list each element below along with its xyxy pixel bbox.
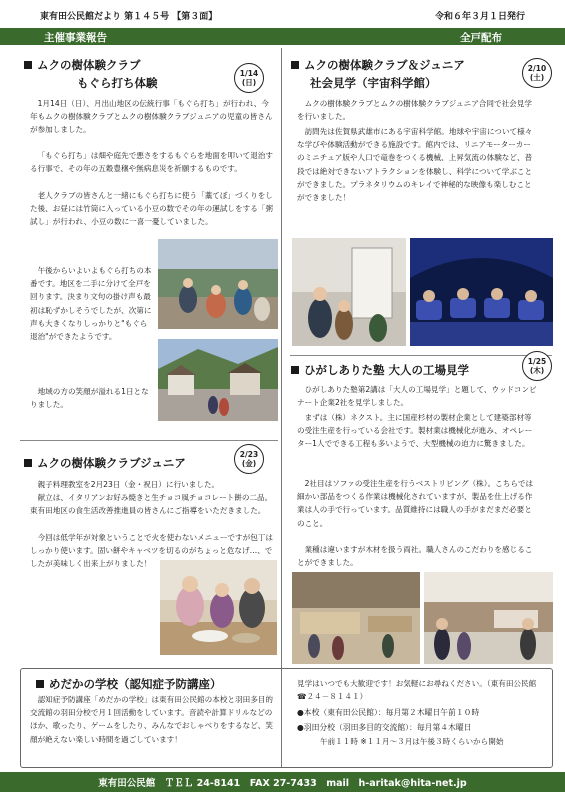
factory-photo-2 — [424, 572, 553, 664]
schedule-item-branch: ●羽田分校（羽田多目的交流館）：毎月第４木曜日 — [297, 723, 472, 732]
newsletter-title: 東有田公民館だより 第１４５号 【第３面】 — [40, 11, 218, 22]
square-bullet-icon — [36, 680, 44, 688]
mole-event-photo-1 — [158, 239, 278, 329]
article-separator — [20, 440, 278, 441]
article4-paragraph-1: ひがしありた塾第2講は「大人の工場見学」と題して、ウッドコンビナート企業2社を見学しました。 — [297, 385, 537, 408]
article-separator — [290, 355, 552, 356]
mole-event-photo-2 — [158, 339, 278, 421]
date-badge-icon: 2/10 (土) — [522, 58, 552, 88]
section-band — [0, 28, 565, 45]
issue-date: 令和６年３月１日発行 — [434, 11, 525, 22]
science-museum-photo-1 — [292, 238, 406, 346]
article3-paragraph-1: 親子料理教室を2月23日（金・祝日）に行いました。 — [37, 480, 220, 489]
band-left-label: 主催事業報告 — [44, 32, 107, 44]
article3-paragraph-3a: 今回は低学年が対象ということで火を使わないメニューですが包丁はしっかり使います。固い餅やキャベツを切るのがちょっと危なげ…、でしたが美味しく出来上がりました！ — [30, 533, 273, 569]
square-bullet-icon — [24, 459, 32, 467]
article1-paragraph-2: 「もぐら打ち」は畑や庭先で悪さをするもぐらを地面を叩いて退治する行事で、その年の五穀豊穣や無病息災を祈願するものです。 — [30, 151, 273, 174]
cooking-class-photo — [160, 560, 277, 655]
article1-subtitle: もぐら打ち体験 — [77, 76, 158, 90]
article1-paragraph-5: 地域の方の笑顔が溢れる1日となりました。 — [30, 387, 149, 410]
footer-contact: 東有田公民館 ＴＥＬ 24-8141 FAX 27-7433 mail h-aritak@hita-net.jp — [0, 772, 565, 792]
article1-paragraph-4: 午後からいよいよもぐら打ちの本番です。地区を二手に分けて全戸を回ります。決まり文句の掛け声も最初は恥ずかしそうでしたが、次第に声も大きくなりしっかりと"もぐら退治"ができたようです。 — [30, 266, 152, 342]
schedule-item-main: ●本校（東有田公民館）：毎月第２木曜日午前１０時 — [297, 708, 480, 717]
article2-title: ムクの樹体験クラブ＆ジュニア — [291, 58, 465, 72]
factory-photo-1 — [292, 572, 420, 664]
article4-paragraph-3: 2社目はソファの受注生産を行うベストリビング（株）。こちらでは細かい部品をつくる作業は機械化されていますが、製品を仕上げる作業は人の手で行っています。品質維持には職人の手がまだまだ必要とのこと。 — [297, 479, 534, 528]
article1-title: ムクの樹体験クラブ — [24, 58, 141, 72]
article3-title: ムクの樹体験クラブジュニア — [24, 456, 186, 470]
date-badge-icon: 2/23 (金) — [234, 444, 264, 474]
article5-title: めだかの学校（認知症予防講座） — [36, 677, 222, 691]
page-header — [40, 4, 525, 26]
band-right-label: 全戸配布 — [460, 32, 502, 44]
article2-subtitle: 社会見学（宇宙科学館） — [310, 76, 437, 90]
square-bullet-icon — [291, 366, 299, 374]
date-badge-icon: 1/14 (日) — [234, 63, 264, 93]
article3-paragraph-2: 献立は、イタリアンお好み焼きと生チョコ風チョコレート餅の二品。東有田地区の食生活改善推進員の皆さんにご指導をいただきました。 — [30, 493, 273, 516]
article2-paragraph-1: ムクの樹体験クラブとムクの樹体験クラブジュニア合同で社会見学を行いました。 — [297, 99, 532, 122]
article5-paragraph-1: 認知症予防講座「めだかの学校」は東有田公民館の本校と羽田多目的交流館の羽田分校で月１回活動をしています。音読や計算ドリルなどのほか、歌ったり、ゲームをしたり、みんなでおしゃべりをするなど、笑顔が絶えない楽しい時間を過ごしています！ — [30, 695, 273, 744]
column-divider — [281, 48, 282, 768]
article4-paragraph-4: 業種は違いますが木材を扱う両社。職人さんのこだわりを感じることができました。 — [297, 545, 533, 568]
article2-paragraph-2: 訪問先は佐賀県武雄市にある宇宙科学館。地球や宇宙について様々な学びや体験活動ができる施設です。館内では、リニアモーターカーのミニチュア版や人口で竜巻をつくる機械、上昇気流の体験など、普段では絶対できないアトラクションを体験し、科学について学ぶことができました。プラネタリウムのキレイで神秘的な映像も楽しむことができました！ — [297, 127, 533, 203]
article1-paragraph-3: 老人クラブの皆さんと一緒にもぐら打ちに使う「藁てぼ」づくりをした後、お昼には竹筒に入っている小豆の数でその年の運試しをする「粥試し」が行われ、小豆の数に一喜一憂していました。 — [30, 191, 273, 227]
date-badge-icon: 1/25 (木) — [522, 351, 552, 381]
article4-paragraph-2: まずは（株）ネクスト。主に国産杉材の製材企業として建築部材等の受注生産を行っている会社です。製材業は機械化が進み、オペレーター1人でできる工程も多いようで、大型機械の迫力に驚きました。 — [297, 413, 533, 449]
square-bullet-icon — [24, 61, 32, 69]
planetarium-photo — [410, 238, 553, 346]
article4-title: ひがしありた塾 大人の工場見学 — [291, 363, 469, 377]
article5-paragraph-2: 見学はいつでも大歓迎です！お気軽にお尋ねください。（東有田公民館 ☎２４－８１４１） — [297, 679, 539, 702]
schedule-item-branch-time: 午前１１時 ※１１月～３月は午後３時くらいから開始 — [320, 737, 504, 746]
square-bullet-icon — [291, 61, 299, 69]
article1-paragraph-1: 1月14日（日）、月出山地区の伝統行事「もぐら打ち」が行われ、今年もムクの樹体験クラブとムクの樹体験クラブジュニアの児童の皆さんが参加しました。 — [30, 99, 273, 135]
